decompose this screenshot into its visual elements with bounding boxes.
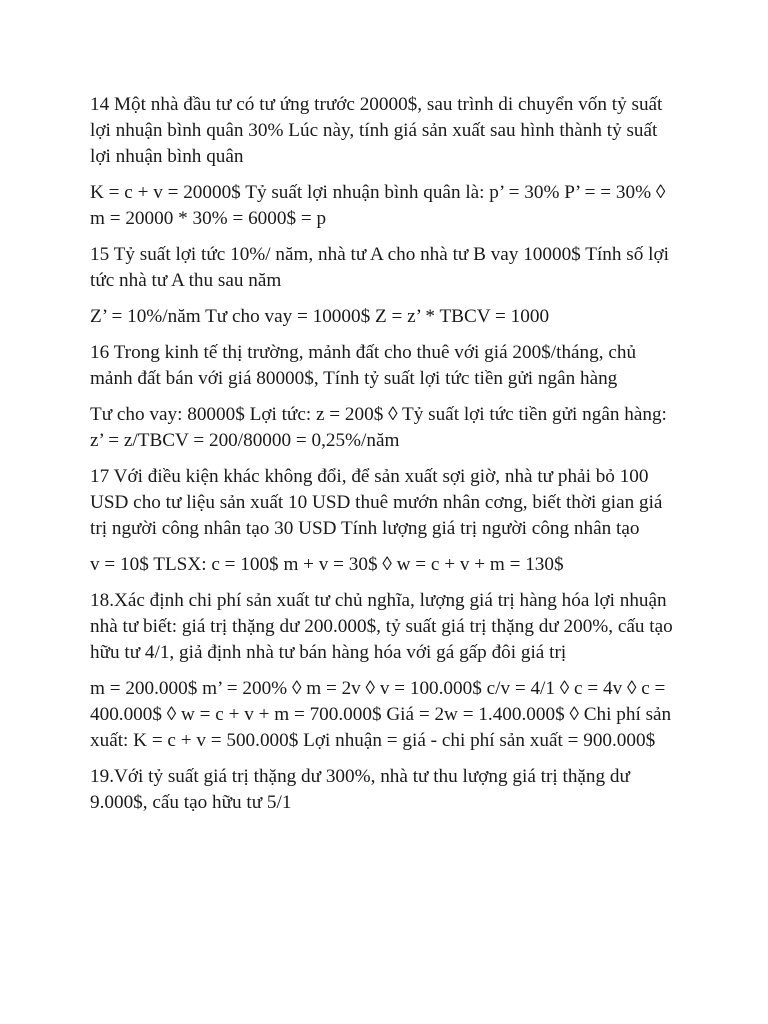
question-19: 19.Với tỷ suất giá trị thặng dư 300%, nhà tư thu lượng giá trị thặng dư 9.000$, cấu tạo hữu tư 5/1	[90, 766, 630, 813]
question-14: 14 Một nhà đầu tư có tư ứng trước 20000$, sau trình di chuyển vốn tỷ suất lợi nhuận bình quân 30% Lúc này, tính giá sản xuất sau hình thành tỷ suất lợi nhuận bình quân	[90, 94, 663, 167]
answer-16: Tư cho vay: 80000$ Lợi tức: z = 200$ ◊ Tỷ suất lợi tức tiền gửi ngân hàng: z’ = z/TBCV = 200/80000 = 0,25%/năm	[90, 404, 667, 451]
answer-17: v = 10$ TLSX: c = 100$ m + v = 30$ ◊ w = c + v + m = 130$	[90, 554, 564, 575]
question-16: 16 Trong kinh tế thị trường, mảnh đất cho thuê với giá 200$/tháng, chủ mảnh đất bán với giá 80000$, Tính tỷ suất lợi tức tiền gửi ngân hàng	[90, 342, 637, 389]
question-17: 17 Với điều kiện khác không đổi, để sản xuất sợi giờ, nhà tư phải bỏ 100 USD cho tư liệu sản xuất 10 USD thuê mướn nhân cơng, biết thời gian giá trị người công nhân tạo 30 USD Tính lượng giá trị người công nhân tạo	[90, 466, 663, 539]
question-15: 15 Tỷ suất lợi tức 10%/ năm, nhà tư A cho nhà tư B vay 10000$ Tính số lợi tức nhà tư A thu sau năm	[90, 244, 669, 291]
question-18: 18.Xác định chi phí sản xuất tư chủ nghĩa, lượng giá trị hàng hóa lợi nhuận nhà tư biết: giá trị thặng dư 200.000$, tỷ suất giá trị thặng dư 200%, cấu tạo hữu tư 4/1, giả định nhà tư bán hàng hóa với gá gấp đôi giá trị	[90, 590, 673, 663]
answer-18: m = 200.000$ m’ = 200% ◊ m = 2v ◊ v = 100.000$ c/v = 4/1 ◊ c = 4v ◊ c = 400.000$ ◊ w = c + v + m = 700.000$ Giá = 2w = 1.400.000$ ◊ Chi phí sản xuất: K = c + v = 500.000$ Lợi nhuận = giá - chi phí sản xuất = 900.000$	[90, 678, 672, 751]
answer-15: Z’ = 10%/năm Tư cho vay = 10000$ Z = z’ * TBCV = 1000	[90, 306, 550, 327]
answer-14: K = c + v = 20000$ Tỷ suất lợi nhuận bình quân là: p’ = 30% P’ = = 30% ◊ m = 20000 * 30% = 6000$ = p	[90, 182, 666, 229]
